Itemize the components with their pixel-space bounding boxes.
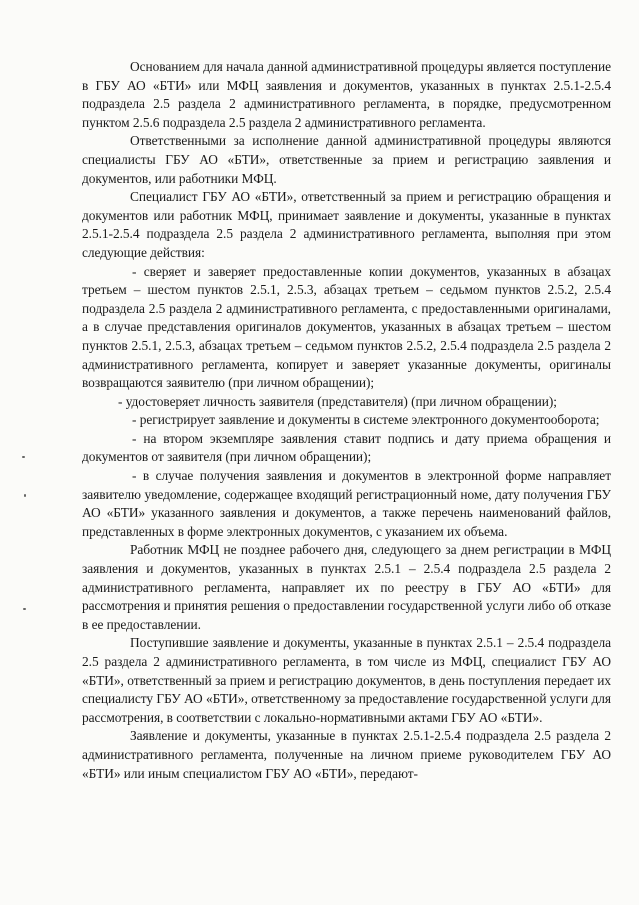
paragraph-received-documents: Поступившие заявление и документы, указанные в пунктах 2.5.1 – 2.5.4 подраздела 2.5 раздела 2 административного регламента, в том числе из МФЦ, специалист ГБУ АО «БТИ», ответственный за прием и регистрацию документов, в день поступления передает их специалисту ГБУ АО «БТИ», ответственному за предоставление государственной услуги для рассмотрения, в соответствии с локально-нормативными актами ГБУ АО «БТИ». xyxy=(82,635,611,725)
scan-speck xyxy=(23,608,26,610)
paragraph-personal-reception: Заявление и документы, указанные в пунктах 2.5.1-2.5.4 подраздела 2.5 раздела 2 административного регламента, полученные на личном приеме руководителем ГБУ АО «БТИ» или иным специалистом ГБУ АО «БТИ», передают- xyxy=(82,728,611,781)
list-item-register: - регистрирует заявление и документы в системе электронного документооборота; xyxy=(132,412,600,428)
scan-speck xyxy=(22,456,25,458)
paragraph-specialist-actions: Специалист ГБУ АО «БТИ», ответственный за прием и регистрацию обращения и документов или работник МФЦ, принимает заявление и документы, указанные в пунктах 2.5.1-2.5.4 подраздела 2.5 раздела 2 административного регламента, выполняя при этом следующие действия: xyxy=(82,189,611,260)
list-item-electronic-notice: - в случае получения заявления и документов в электронной форме направляет заявителю уведомление, содержащее входящий регистрационный номе, дату получения ГБУ АО «БТИ» указанного заявления и документов, а также перечень наименований файлов, представленных в форме электронных документов, с указанием их объема. xyxy=(82,468,611,539)
list-item-identity: - удостоверяет личность заявителя (представителя) (при личном обращении); xyxy=(118,393,557,409)
list-item-sign-copy: - на втором экземпляре заявления ставит подпись и дату приема обращения и документов от заявителя (при личном обращении); xyxy=(82,430,611,465)
paragraph-basis: Основанием для начала данной административной процедуры является поступление в ГБУ АО «БТИ» или МФЦ заявления и документов, указанных в пунктах 2.5.1-2.5.4 подраздела 2.5 раздела 2 административного регламента, в порядке, предусмотренном пунктом 2.5.6 подраздела 2.5 раздела 2 административного регламента. xyxy=(82,59,611,130)
paragraph-mfc-transfer: Работник МФЦ не позднее рабочего дня, следующего за днем регистрации в МФЦ заявления и документов, указанных в пунктах 2.5.1 – 2.5.4 подраздела 2.5 раздела 2 административного регламента, направляет их по реестру в ГБУ АО «БТИ» для рассмотрения и принятия решения о предоставлении государственной услуги либо об отказе в ее предоставлении. xyxy=(82,542,611,632)
scan-speck xyxy=(24,494,26,497)
paragraph-responsible: Ответственными за исполнение данной административной процедуры являются специалисты ГБУ АО «БТИ», ответственные за прием и регистрацию заявления и документов, или работники МФЦ. xyxy=(82,133,611,186)
list-item-verify-copies: - сверяет и заверяет предоставленные копии документов, указанных в абзацах третьем – шестом пунктов 2.5.1, 2.5.3, абзацах третьем – седьмом пунктов 2.5.2, 2.5.4 подраздела 2.5 раздела 2 административного регламента, с предоставленными оригиналами, а в случае представления оригиналов документов, указанных в абзацах третьем – шестом пунктов 2.5.1, 2.5.3, абзацах третьем – седьмом пунктов 2.5.2, 2.5.4 подраздела 2.5 раздела 2 административного регламента, копирует и заверяет указанные документы, оригиналы возвращаются заявителю (при личном обращении); xyxy=(82,263,611,391)
